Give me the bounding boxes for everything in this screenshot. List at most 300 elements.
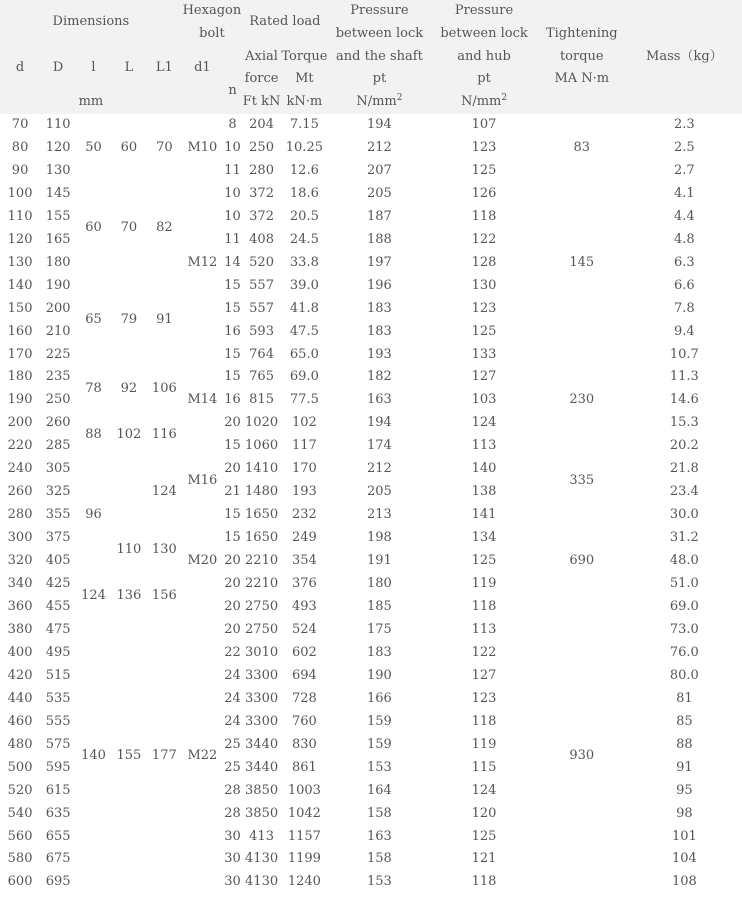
header-tightening bbox=[537, 0, 627, 114]
cell-p-hub: 119 bbox=[471, 576, 497, 592]
cell-p-hub: 123 bbox=[471, 690, 497, 706]
table-row bbox=[0, 504, 742, 527]
cell-n: 15 bbox=[224, 277, 241, 293]
cell-n: 20 bbox=[224, 415, 241, 431]
p-shaft-unit-exp: 2 bbox=[396, 93, 403, 104]
cell-l-empty bbox=[111, 344, 147, 367]
cell-n: 10 bbox=[224, 139, 241, 155]
cell-p-shaft: 153 bbox=[367, 874, 392, 890]
cell-d: 160 bbox=[7, 323, 33, 339]
cell-p-hub: 120 bbox=[471, 805, 497, 821]
cell-l-empty bbox=[111, 183, 147, 206]
cell-mass: 20.2 bbox=[669, 438, 699, 454]
cell-d: 170 bbox=[7, 346, 33, 362]
cell-d: 420 bbox=[7, 667, 33, 683]
header-L: L bbox=[111, 46, 147, 92]
cell-tight: 83 bbox=[573, 139, 591, 155]
cell-d: 180 bbox=[45, 254, 71, 270]
cell-d: 575 bbox=[45, 736, 71, 752]
cell-p-shaft: 185 bbox=[367, 599, 392, 614]
cell-n: 24 bbox=[224, 667, 241, 683]
cell-ft: 1020 bbox=[245, 415, 279, 431]
cell-ft: 204 bbox=[249, 116, 274, 132]
cell-ft: 3440 bbox=[245, 759, 279, 775]
cell-p-hub: 115 bbox=[471, 759, 497, 775]
cell-l-empty bbox=[76, 252, 111, 275]
cell-n: 25 bbox=[224, 736, 241, 752]
cell-mass: 48.0 bbox=[669, 553, 699, 569]
cell-n: 20 bbox=[224, 621, 241, 637]
cell-n: 15 bbox=[224, 507, 241, 523]
cell-p-hub: 128 bbox=[471, 254, 497, 270]
cell-ft: 280 bbox=[249, 162, 274, 178]
cell-mt: 1240 bbox=[287, 874, 321, 890]
cell-ft: 520 bbox=[249, 254, 274, 270]
header-tightening-line2: torque bbox=[559, 48, 604, 64]
cell-mt: 47.5 bbox=[289, 323, 319, 339]
cell-n: 20 bbox=[224, 576, 241, 592]
cell-mass: 14.6 bbox=[669, 392, 699, 408]
cell-p-hub: 122 bbox=[471, 231, 497, 247]
table-row bbox=[0, 458, 742, 481]
cell-d: 655 bbox=[45, 828, 71, 844]
cell-n: 21 bbox=[224, 484, 241, 500]
cell-l-empty bbox=[111, 114, 147, 137]
cell-mt: 41.8 bbox=[289, 300, 319, 316]
cell-d: 130 bbox=[45, 162, 71, 178]
cell-n: 30 bbox=[224, 828, 241, 844]
cell-mt: 65.0 bbox=[289, 346, 319, 362]
cell-mass: 6.6 bbox=[674, 277, 695, 293]
cell-l1: 156 bbox=[151, 587, 177, 603]
cell-mt: 24.5 bbox=[289, 231, 319, 247]
cell-mt: 493 bbox=[291, 599, 317, 614]
cell-n: 10 bbox=[224, 185, 241, 201]
cell-mass: 7.8 bbox=[674, 300, 695, 316]
cell-mt: 232 bbox=[291, 507, 317, 523]
cell-ft: 372 bbox=[249, 185, 274, 201]
table-row bbox=[0, 160, 742, 183]
cell-mt: 77.5 bbox=[289, 392, 319, 408]
cell-p-hub: 140 bbox=[471, 461, 497, 477]
cell-p-hub: 123 bbox=[471, 139, 497, 155]
header-p-shaft-line2: between lock bbox=[328, 23, 432, 46]
cell-p-shaft: 175 bbox=[367, 621, 392, 637]
cell-d: 375 bbox=[45, 530, 71, 546]
cell-l: 60 bbox=[120, 139, 138, 155]
cell-d1: M16 bbox=[187, 472, 218, 488]
cell-d: 540 bbox=[7, 805, 33, 821]
cell-d: 320 bbox=[7, 553, 33, 569]
cell-d: 615 bbox=[45, 782, 71, 798]
cell-l-empty bbox=[76, 275, 111, 298]
cell-mass: 11.3 bbox=[669, 369, 699, 385]
cell-mt: 760 bbox=[291, 713, 317, 729]
table-header bbox=[0, 0, 742, 114]
cell-l: 102 bbox=[116, 426, 142, 442]
cell-l: 50 bbox=[85, 139, 102, 155]
cell-d1: M22 bbox=[187, 748, 218, 764]
cell-n: 16 bbox=[224, 323, 241, 339]
cell-d: 120 bbox=[7, 231, 33, 247]
cell-n: 24 bbox=[224, 690, 241, 706]
table-body bbox=[0, 114, 742, 894]
cell-mass: 101 bbox=[671, 828, 697, 844]
cell-mt: 12.6 bbox=[289, 162, 319, 178]
header-n-blank bbox=[223, 46, 242, 69]
cell-p-hub: 141 bbox=[471, 507, 497, 523]
cell-n: 15 bbox=[224, 346, 241, 362]
cell-p-hub: 118 bbox=[471, 599, 497, 614]
cell-ft: 2750 bbox=[245, 621, 279, 637]
cell-p-hub: 126 bbox=[471, 185, 497, 201]
cell-d: 455 bbox=[45, 599, 71, 614]
header-p-shaft-line1: Pressure bbox=[328, 0, 432, 23]
cell-p-shaft: 163 bbox=[367, 828, 392, 844]
cell-d: 190 bbox=[7, 392, 33, 408]
cell-n: 10 bbox=[224, 208, 241, 224]
cell-d: 555 bbox=[45, 713, 71, 729]
cell-p-shaft: 205 bbox=[367, 185, 392, 201]
cell-l-empty bbox=[76, 183, 111, 206]
cell-l1-empty bbox=[147, 183, 182, 206]
cell-d: 110 bbox=[7, 208, 33, 224]
cell-l-empty bbox=[111, 275, 147, 298]
cell-mass: 31.2 bbox=[669, 530, 699, 546]
cell-d: 90 bbox=[11, 162, 29, 178]
cell-d: 360 bbox=[7, 599, 33, 614]
cell-p-shaft: 191 bbox=[367, 553, 392, 569]
cell-p-shaft: 193 bbox=[367, 346, 392, 362]
cell-ft: 408 bbox=[249, 231, 274, 247]
cell-ft: 4130 bbox=[245, 851, 279, 867]
cell-p-hub: 123 bbox=[471, 300, 497, 316]
cell-mt: 7.15 bbox=[289, 116, 319, 132]
cell-p-shaft: 180 bbox=[367, 576, 392, 592]
cell-d: 80 bbox=[11, 139, 29, 155]
cell-l1-empty bbox=[147, 252, 182, 275]
cell-p-shaft: 159 bbox=[367, 713, 392, 729]
cell-l1: 116 bbox=[151, 426, 177, 442]
cell-ft: 1650 bbox=[245, 507, 279, 523]
cell-mass: 23.4 bbox=[669, 484, 699, 500]
cell-p-hub: 107 bbox=[471, 116, 497, 132]
header-p-hub-line4: pt bbox=[431, 68, 537, 91]
header-D: D bbox=[40, 46, 76, 92]
cell-mass: 6.3 bbox=[674, 254, 695, 270]
cell-ft: 557 bbox=[249, 277, 274, 293]
cell-mass: 108 bbox=[671, 874, 697, 890]
cell-mass: 21.8 bbox=[669, 461, 699, 477]
cell-d: 405 bbox=[45, 553, 71, 569]
cell-p-shaft: 166 bbox=[367, 690, 392, 706]
cell-l1-empty bbox=[147, 504, 182, 527]
cell-ft: 1060 bbox=[245, 438, 279, 454]
cell-l-empty bbox=[111, 481, 147, 504]
table-row bbox=[0, 573, 742, 596]
cell-p-shaft: 164 bbox=[367, 782, 392, 798]
cell-mass: 51.0 bbox=[669, 576, 699, 592]
cell-mass: 104 bbox=[671, 851, 697, 867]
header-L1: L1 bbox=[147, 46, 182, 92]
cell-mt: 20.5 bbox=[289, 208, 319, 224]
cell-l-empty bbox=[111, 252, 147, 275]
cell-mass: 9.4 bbox=[674, 323, 695, 339]
cell-l-empty bbox=[76, 527, 111, 550]
table-row bbox=[0, 183, 742, 206]
cell-l1-empty bbox=[147, 458, 182, 481]
cell-mt: 249 bbox=[291, 530, 317, 546]
cell-l1-empty bbox=[147, 114, 182, 137]
cell-l-empty bbox=[111, 458, 147, 481]
cell-mt: 39.0 bbox=[289, 277, 319, 293]
cell-ft: 765 bbox=[249, 369, 274, 385]
cell-p-hub: 127 bbox=[471, 667, 497, 683]
cell-d1: M20 bbox=[187, 553, 218, 569]
cell-l-empty bbox=[76, 458, 111, 481]
header-tightening-line1: Tightening bbox=[545, 25, 618, 41]
header-p-hub-line2: between lock bbox=[431, 23, 537, 46]
cell-ft: 2210 bbox=[245, 553, 279, 569]
cell-p-hub: 118 bbox=[471, 713, 497, 729]
cell-mt: 102 bbox=[291, 415, 317, 431]
cell-mass: 2.7 bbox=[674, 162, 695, 178]
cell-l-empty bbox=[76, 344, 111, 367]
header-torque-line2: Mt bbox=[281, 68, 328, 91]
cell-mt: 524 bbox=[291, 621, 317, 637]
cell-l: 60 bbox=[85, 220, 102, 236]
cell-mt: 193 bbox=[291, 484, 317, 500]
cell-p-hub: 124 bbox=[471, 782, 497, 798]
cell-n: 15 bbox=[224, 300, 241, 316]
cell-mt: 728 bbox=[291, 690, 317, 706]
cell-ft: 3850 bbox=[245, 805, 279, 821]
cell-p-hub: 113 bbox=[471, 438, 497, 454]
cell-p-hub: 103 bbox=[471, 392, 497, 408]
table-row bbox=[0, 481, 742, 504]
cell-d1: M10 bbox=[187, 139, 218, 155]
cell-n: 24 bbox=[224, 713, 241, 729]
cell-n: 15 bbox=[224, 369, 241, 385]
cell-mass: 76.0 bbox=[669, 644, 699, 660]
table-row bbox=[0, 344, 742, 367]
cell-d: 495 bbox=[45, 644, 71, 660]
cell-p-shaft: 207 bbox=[367, 162, 392, 178]
cell-p-shaft: 183 bbox=[367, 644, 392, 660]
cell-l: 140 bbox=[81, 748, 106, 764]
header-torque-line1: Torque bbox=[281, 46, 328, 69]
header-hexagon-line1: Hexagon bbox=[182, 0, 242, 23]
cell-p-hub: 125 bbox=[471, 828, 497, 844]
cell-l1: 91 bbox=[156, 312, 173, 328]
header-n: n bbox=[223, 68, 242, 114]
cell-p-shaft: 213 bbox=[367, 507, 392, 523]
cell-d: 380 bbox=[7, 621, 33, 637]
cell-mass: 91 bbox=[676, 759, 693, 775]
cell-d: 165 bbox=[45, 231, 71, 247]
p-hub-unit-text: N/mm bbox=[460, 94, 502, 110]
cell-mass: 4.4 bbox=[674, 208, 695, 224]
cell-mass: 81 bbox=[676, 690, 693, 706]
cell-ft: 372 bbox=[249, 208, 274, 224]
cell-d: 210 bbox=[45, 323, 71, 339]
cell-p-shaft: 183 bbox=[367, 323, 392, 339]
cell-p-hub: 118 bbox=[471, 208, 497, 224]
cell-mass: 4.8 bbox=[674, 231, 695, 247]
cell-l: 110 bbox=[116, 541, 142, 557]
cell-n: 11 bbox=[224, 162, 241, 178]
cell-ft: 250 bbox=[249, 139, 274, 155]
cell-l: 155 bbox=[116, 748, 142, 764]
cell-d1: M12 bbox=[187, 254, 218, 270]
cell-d: 285 bbox=[45, 438, 71, 454]
cell-d: 260 bbox=[7, 484, 33, 500]
cell-mass: 85 bbox=[676, 713, 693, 729]
cell-mass: 95 bbox=[676, 782, 693, 798]
cell-d: 475 bbox=[45, 621, 71, 637]
cell-l1-empty bbox=[147, 275, 182, 298]
cell-d1: M14 bbox=[187, 392, 218, 408]
cell-mass: 10.7 bbox=[669, 346, 699, 362]
cell-p-hub: 113 bbox=[471, 621, 497, 637]
cell-mt: 1199 bbox=[287, 851, 321, 867]
header-p-hub-line3: and hub bbox=[431, 46, 537, 69]
header-axial-line3: Ft kN bbox=[242, 91, 281, 114]
table-row bbox=[0, 275, 742, 298]
header-d: d bbox=[0, 46, 40, 92]
cell-l-empty bbox=[76, 481, 111, 504]
cell-mt: 1003 bbox=[287, 782, 321, 798]
header-p-hub-unit bbox=[431, 91, 537, 114]
cell-p-shaft: 212 bbox=[367, 461, 392, 477]
cell-mass: 15.3 bbox=[669, 415, 699, 431]
cell-d: 500 bbox=[7, 759, 33, 775]
cell-mt: 1042 bbox=[287, 805, 321, 821]
header-axial-line2: force bbox=[242, 68, 281, 91]
cell-n: 30 bbox=[224, 851, 241, 867]
cell-d: 200 bbox=[7, 415, 33, 431]
cell-d: 280 bbox=[7, 507, 33, 523]
cell-d: 520 bbox=[7, 782, 33, 798]
cell-d: 250 bbox=[45, 392, 71, 408]
cell-ft: 4130 bbox=[245, 874, 279, 890]
cell-mt: 33.8 bbox=[289, 254, 319, 270]
cell-p-shaft: 194 bbox=[367, 415, 392, 431]
cell-tight: 690 bbox=[569, 553, 595, 569]
cell-p-shaft: 158 bbox=[367, 851, 392, 867]
cell-p-shaft: 205 bbox=[367, 484, 392, 500]
cell-l: 65 bbox=[85, 312, 102, 328]
cell-d: 695 bbox=[45, 874, 71, 890]
cell-mass: 4.1 bbox=[674, 185, 695, 201]
table-row bbox=[0, 366, 742, 389]
cell-l1-empty bbox=[147, 160, 182, 183]
cell-n: 25 bbox=[224, 759, 241, 775]
cell-p-shaft: 183 bbox=[367, 300, 392, 316]
cell-n: 11 bbox=[224, 231, 241, 247]
cell-mass: 69.0 bbox=[669, 599, 699, 614]
header-tightening-line3: MA N·m bbox=[554, 71, 610, 87]
table-row bbox=[0, 412, 742, 435]
cell-n: 20 bbox=[224, 599, 241, 614]
cell-n: 15 bbox=[224, 438, 241, 454]
header-hexagon-line2: bolt bbox=[182, 23, 242, 46]
cell-l1: 177 bbox=[151, 748, 177, 764]
cell-l-empty bbox=[76, 114, 111, 137]
cell-p-hub: 119 bbox=[471, 736, 497, 752]
header-p-shaft-line3: and the shaft bbox=[328, 46, 432, 69]
cell-l: 78 bbox=[85, 380, 102, 396]
cell-d: 240 bbox=[7, 461, 33, 477]
cell-d: 260 bbox=[45, 415, 71, 431]
cell-ft: 3850 bbox=[245, 782, 279, 798]
cell-mt: 861 bbox=[291, 759, 317, 775]
cell-d: 675 bbox=[45, 851, 71, 867]
cell-p-hub: 125 bbox=[471, 162, 497, 178]
cell-l-empty bbox=[76, 160, 111, 183]
cell-n: 8 bbox=[228, 116, 237, 132]
cell-p-hub: 138 bbox=[471, 484, 497, 500]
cell-p-shaft: 212 bbox=[367, 139, 392, 155]
cell-l1: 70 bbox=[156, 139, 173, 155]
cell-mt: 694 bbox=[291, 667, 317, 683]
header-d1: d1 bbox=[182, 46, 223, 92]
header-p-hub-line1: Pressure bbox=[431, 0, 537, 23]
cell-ft: 815 bbox=[249, 392, 274, 408]
cell-d: 635 bbox=[45, 805, 71, 821]
cell-ft: 764 bbox=[249, 346, 274, 362]
cell-d: 560 bbox=[7, 828, 33, 844]
cell-tight: 930 bbox=[569, 748, 595, 764]
cell-d: 145 bbox=[45, 185, 71, 201]
table-row bbox=[0, 114, 742, 137]
cell-n: 20 bbox=[224, 461, 241, 477]
cell-tight: 145 bbox=[569, 254, 595, 270]
header-p-shaft-unit bbox=[328, 91, 432, 114]
cell-p-hub: 130 bbox=[471, 277, 497, 293]
header-rated-load: Rated load bbox=[242, 0, 328, 46]
cell-d: 355 bbox=[45, 507, 71, 523]
cell-mass: 80.0 bbox=[669, 667, 699, 683]
cell-ft: 3300 bbox=[245, 690, 279, 706]
cell-d: 225 bbox=[45, 346, 71, 362]
cell-p-hub: 133 bbox=[471, 346, 497, 362]
cell-mass: 98 bbox=[676, 805, 693, 821]
cell-mt: 830 bbox=[291, 736, 317, 752]
cell-d: 150 bbox=[7, 300, 33, 316]
cell-p-shaft: 194 bbox=[367, 116, 392, 132]
table-row bbox=[0, 298, 742, 321]
cell-ft: 1650 bbox=[245, 530, 279, 546]
cell-l: 136 bbox=[116, 587, 142, 603]
cell-d: 425 bbox=[45, 576, 71, 592]
cell-p-shaft: 190 bbox=[367, 667, 392, 683]
cell-l-empty bbox=[76, 550, 111, 573]
cell-d: 70 bbox=[11, 116, 29, 132]
cell-l: 79 bbox=[120, 312, 138, 328]
cell-tight: 335 bbox=[569, 472, 595, 488]
cell-ft: 3300 bbox=[245, 667, 279, 683]
cell-mt: 117 bbox=[291, 438, 317, 454]
cell-p-shaft: 174 bbox=[367, 438, 392, 454]
cell-p-shaft: 153 bbox=[367, 759, 392, 775]
cell-d: 100 bbox=[7, 185, 33, 201]
cell-ft: 3010 bbox=[245, 644, 279, 660]
cell-p-hub: 121 bbox=[471, 851, 497, 867]
cell-mass: 88 bbox=[676, 736, 693, 752]
cell-d: 190 bbox=[45, 277, 71, 293]
cell-l: 124 bbox=[81, 587, 106, 603]
